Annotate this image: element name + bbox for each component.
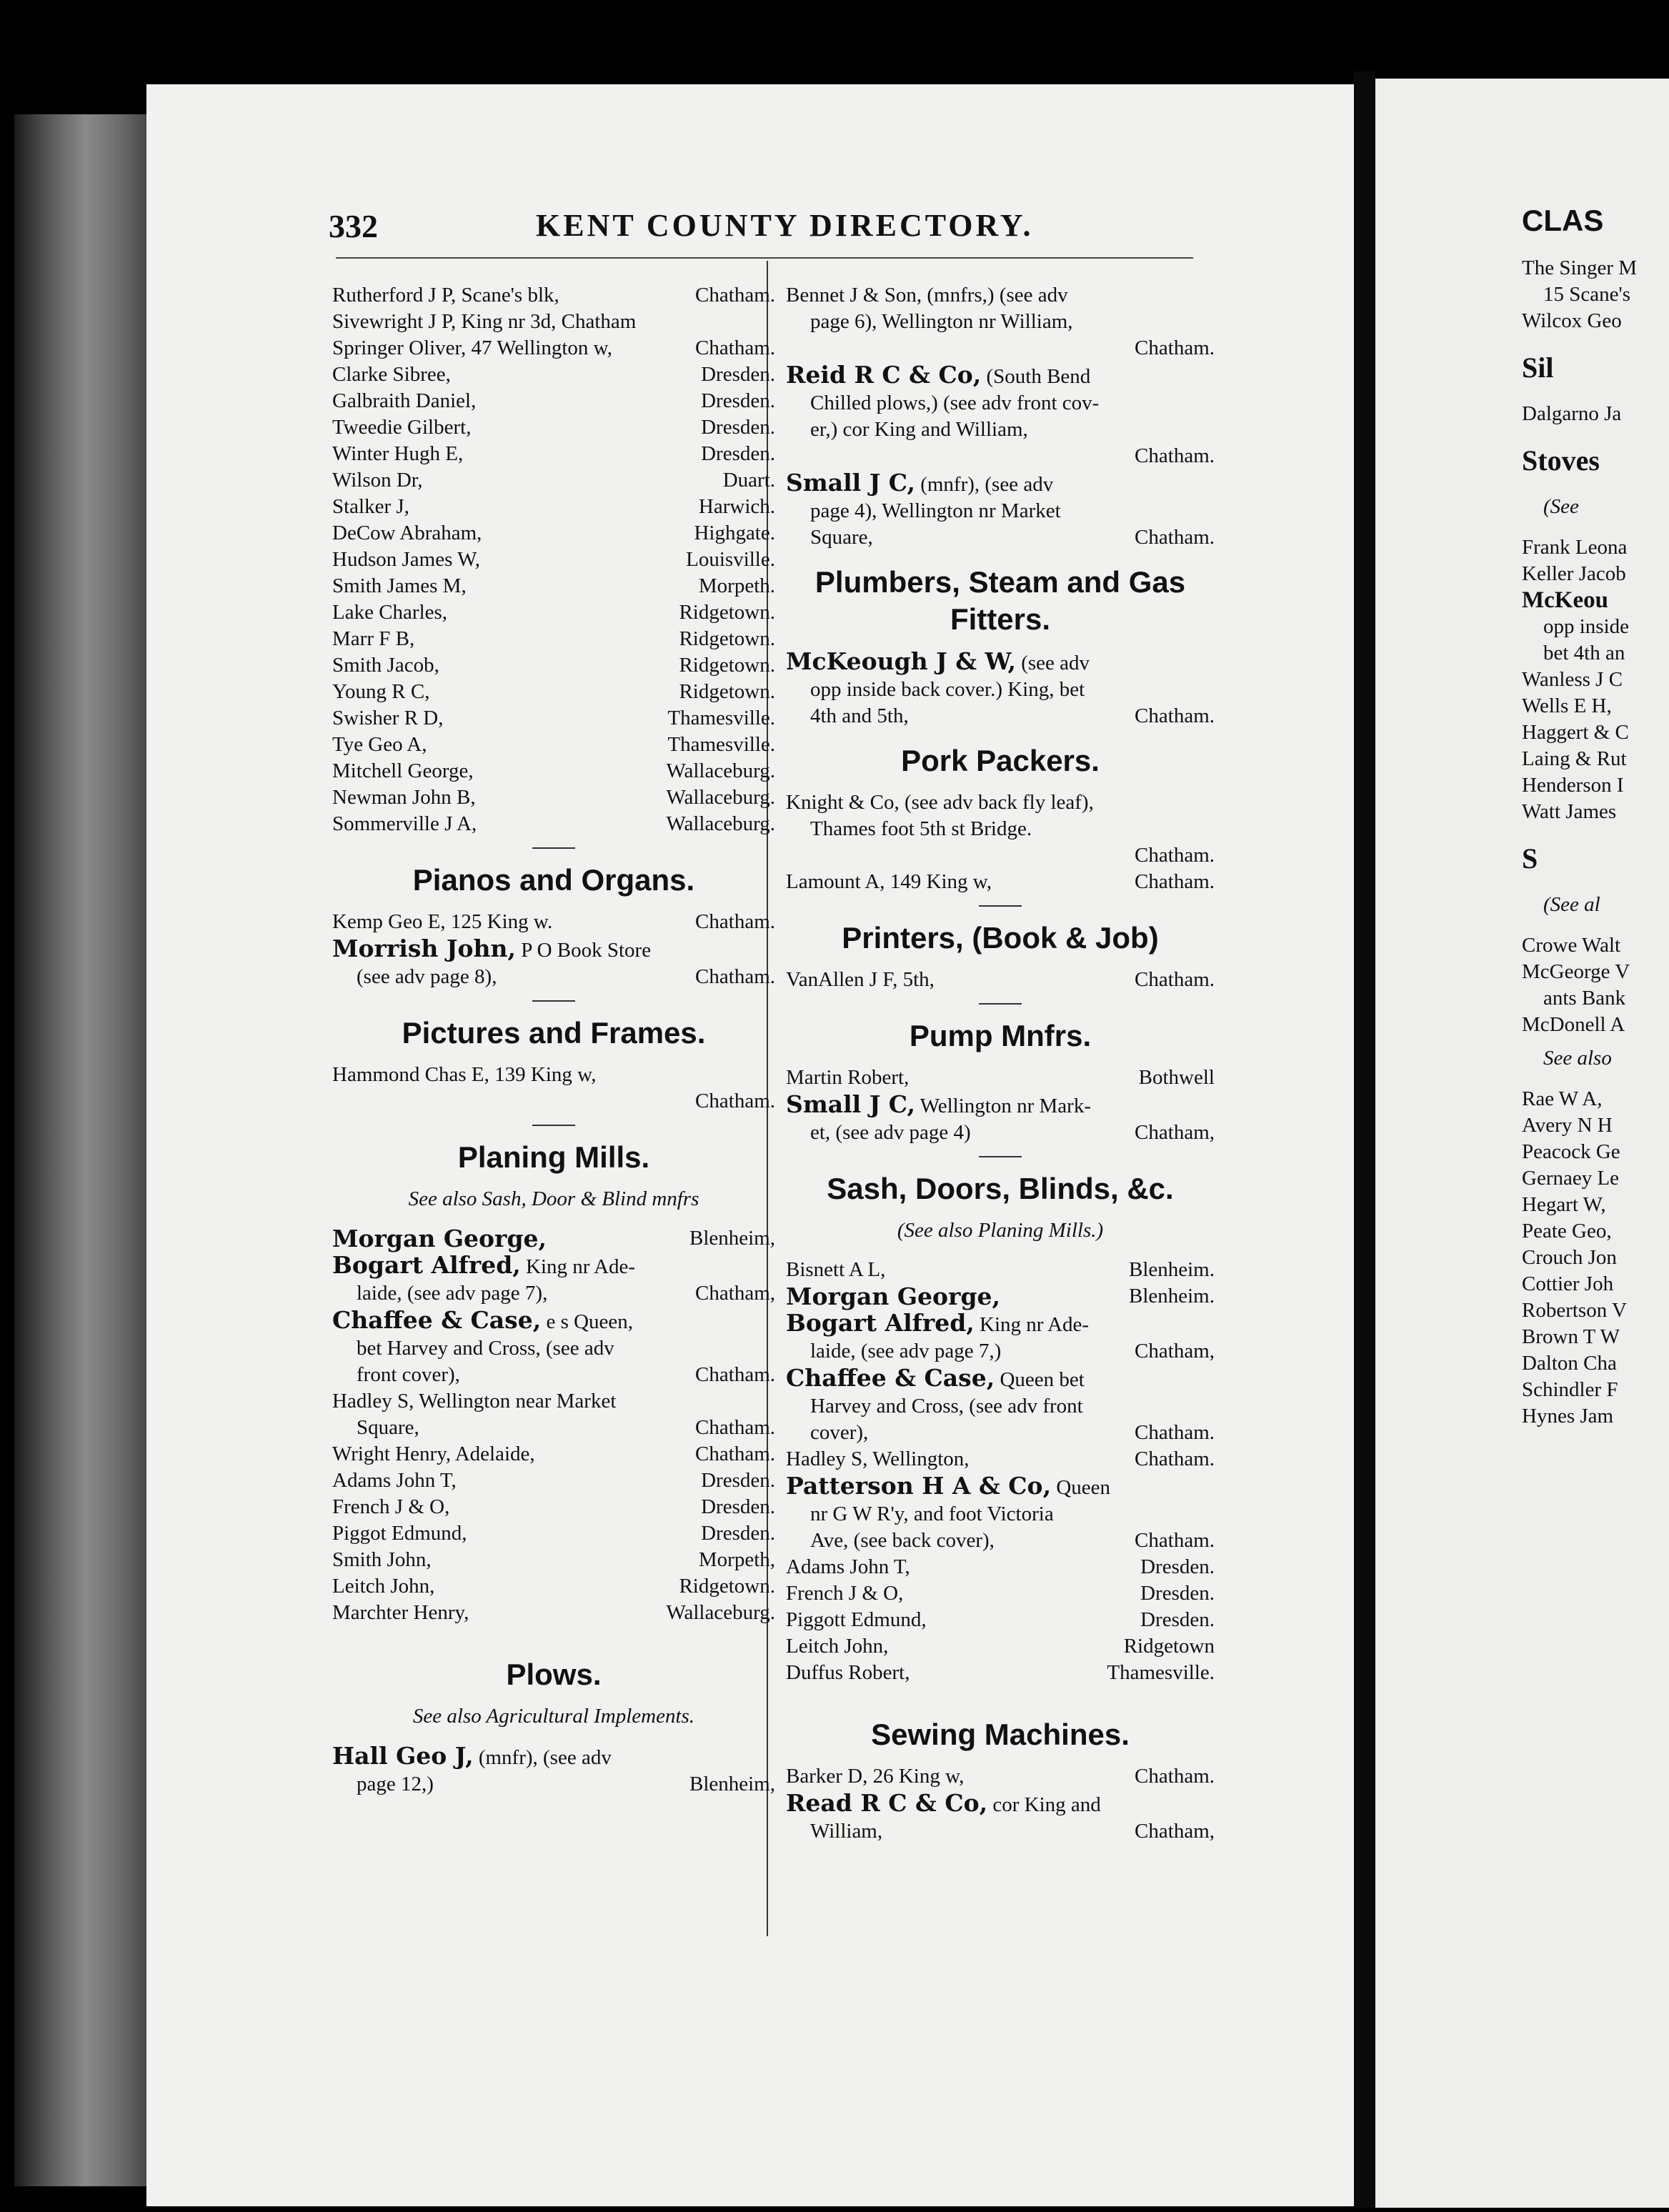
list-item-cont <box>786 1528 1215 1554</box>
entry-detail: Square, <box>810 526 873 549</box>
list-item <box>332 935 775 964</box>
facing-line: (See <box>1543 495 1579 518</box>
list-item <box>332 705 775 732</box>
list-item <box>786 1790 1215 1818</box>
list-item-cont <box>786 703 1215 729</box>
see-also-note: See also Agricultural Implements. <box>412 1705 695 1728</box>
facing-line: Brown T W <box>1522 1325 1620 1348</box>
bold-name: Morgan George, <box>786 1282 1000 1310</box>
entry-place: Thamesville. <box>667 707 775 729</box>
entry-detail: (mnfr), (see adv <box>920 473 1054 496</box>
facing-line: Peacock Ge <box>1522 1140 1620 1163</box>
entry-place: Chatham. <box>695 965 775 988</box>
entry-place: Chatham. <box>1135 870 1215 893</box>
entry-place: Ridgetown <box>1123 1635 1215 1658</box>
entry-name: Wright Henry, Adelaide, <box>332 1443 535 1465</box>
entry-name: Wilson Dr, <box>332 469 423 492</box>
entry-name: French J & O, <box>786 1582 904 1605</box>
entry-name: Galbraith Daniel, <box>332 389 477 412</box>
list-item-cont: opp inside back cover.) King, bet <box>810 678 1085 701</box>
list-item <box>332 282 775 309</box>
entry-name: Winter Hugh E, <box>332 442 464 465</box>
entry-place: Dresden. <box>1140 1608 1215 1631</box>
entry-place: Chatham. <box>1135 1421 1215 1444</box>
entry-place: Dresden. <box>701 442 775 465</box>
bold-name: Bogart Alfred, <box>786 1309 975 1337</box>
entry-place: Dresden. <box>701 363 775 386</box>
list-item-cont <box>786 443 1215 469</box>
list-item <box>332 758 775 784</box>
list-item <box>332 1441 775 1468</box>
top-entries <box>332 282 775 837</box>
entry-name: Newman John B, <box>332 786 476 809</box>
list-item-cont <box>332 1280 775 1307</box>
entry-detail: laide, (see adv page 7,) <box>810 1340 1002 1362</box>
entry-place: Blenheim, <box>689 1227 775 1250</box>
heading-planing: Planing Mills. <box>457 1140 650 1174</box>
list-item <box>786 1660 1215 1686</box>
list-item-cont <box>332 1362 775 1388</box>
facing-line: Dalgarno Ja <box>1522 402 1622 425</box>
list-item-cont: nr G W R'y, and foot Victoria <box>810 1503 1054 1525</box>
facing-line: Haggert & C <box>1522 721 1629 744</box>
entry-name: Lake Charles, <box>332 601 448 624</box>
entry-name: Leitch John, <box>786 1635 889 1658</box>
bold-name: Chaffee & Case, <box>332 1306 542 1334</box>
facing-line: Wilcox Geo <box>1522 309 1622 332</box>
entry-detail: cover), <box>810 1421 869 1444</box>
entry-detail: Square, <box>357 1416 419 1439</box>
heading-plows: Plows. <box>506 1658 602 1691</box>
list-item <box>786 967 1215 993</box>
sash-entries <box>786 1554 1215 1686</box>
heading-pianos: Pianos and Organs. <box>412 863 695 897</box>
entry-name: Hadley S, Wellington, <box>786 1448 970 1470</box>
entry-place: Dresden. <box>701 1469 775 1492</box>
list-item <box>332 599 775 626</box>
entry-name: Leitch John, <box>332 1575 435 1598</box>
facing-line: Dalton Cha <box>1522 1352 1617 1375</box>
list-item <box>786 1065 1215 1091</box>
entry-place: Blenheim. <box>1128 1285 1215 1307</box>
entry-place: Dresden. <box>701 1522 775 1545</box>
facing-line: See also <box>1543 1047 1612 1070</box>
separator <box>979 1003 1022 1005</box>
facing-line: Rae W A, <box>1522 1087 1603 1110</box>
facing-line: Sil <box>1522 352 1554 384</box>
list-item <box>332 652 775 679</box>
entry-place: Harwich. <box>698 495 775 518</box>
entry-name: Sivewright J P, King nr 3d, Chatham <box>332 310 637 333</box>
entry-place: Chatham. <box>695 910 775 933</box>
facing-line: Crowe Walt <box>1522 934 1621 957</box>
list-item <box>786 469 1215 498</box>
see-also-note: See also Sash, Door & Blind mnfrs <box>408 1187 699 1210</box>
entry-name: Hudson James W, <box>332 548 481 571</box>
list-item: Hadley S, Wellington near Market <box>332 1390 617 1413</box>
list-item <box>786 1365 1215 1393</box>
entry-detail: (mnfr), (see adv <box>478 1746 612 1769</box>
facing-line: Cottier Joh <box>1522 1272 1614 1295</box>
entry-name: Smith James M, <box>332 574 467 597</box>
entry-detail: page 12,) <box>357 1773 434 1795</box>
list-item <box>786 1310 1215 1338</box>
entry-place: Wallaceburg. <box>666 812 775 835</box>
entry-place: Chatham. <box>1135 1448 1215 1470</box>
entry-place: Dresden. <box>1140 1582 1215 1605</box>
entry-place: Chatham. <box>695 284 775 307</box>
bold-name: Hall Geo J, <box>332 1742 474 1770</box>
list-item <box>332 1252 775 1280</box>
list-item <box>786 1446 1215 1473</box>
entry-place: Chatham, <box>1135 1340 1215 1362</box>
planing-entries <box>332 1441 775 1626</box>
entry-place: Chatham. <box>695 1090 775 1112</box>
facing-line: Peate Geo, <box>1522 1220 1612 1242</box>
entry-detail: Queen <box>1056 1476 1110 1499</box>
facing-line: Hynes Jam <box>1522 1405 1614 1428</box>
entry-place: Chatham, <box>1135 1121 1215 1144</box>
entry-place: Wallaceburg. <box>666 759 775 782</box>
facing-line: McDonell A <box>1522 1013 1625 1036</box>
list-item <box>332 309 775 335</box>
list-item <box>332 335 775 362</box>
entry-name: Martin Robert, <box>786 1066 910 1089</box>
entry-place: Wallaceburg. <box>666 786 775 809</box>
separator <box>532 1000 575 1002</box>
list-item-cont <box>332 1415 775 1441</box>
entry-place: Chatham. <box>1135 1529 1215 1552</box>
entry-name: Smith John, <box>332 1548 432 1571</box>
list-item <box>332 784 775 811</box>
entry-detail: front cover), <box>357 1363 460 1386</box>
entry-detail: Wellington nr Mark- <box>920 1095 1091 1117</box>
entry-place: Chatham. <box>695 337 775 359</box>
list-item <box>786 869 1215 895</box>
facing-line: Wanless J C <box>1522 668 1623 691</box>
list-item <box>332 1468 775 1494</box>
entry-place: Ridgetown. <box>679 680 775 703</box>
list-item <box>332 1520 775 1547</box>
entry-place: Ridgetown. <box>679 627 775 650</box>
entry-name: Springer Oliver, 47 Wellington w, <box>332 337 612 359</box>
list-item <box>786 1091 1215 1120</box>
facing-line: 15 Scane's <box>1543 283 1631 306</box>
facing-line: Watt James <box>1522 800 1617 823</box>
list-item <box>332 1494 775 1520</box>
entry-name: Barker D, 26 King w, <box>786 1765 965 1788</box>
facing-page-column <box>1522 207 1669 1430</box>
entry-place: Blenheim. <box>1128 1258 1215 1281</box>
entry-place: Ridgetown. <box>679 601 775 624</box>
entry-place: Thamesville. <box>1107 1661 1215 1684</box>
entry-detail: Queen bet <box>1000 1368 1085 1391</box>
entry-name: Hammond Chas E, 139 King w, <box>332 1063 597 1086</box>
bold-name: McKeough J & W, <box>786 647 1016 675</box>
entry-detail: (South Bend <box>986 365 1091 388</box>
heading-sash: Sash, Doors, Blinds, &c. <box>827 1172 1174 1205</box>
facing-line: Henderson I <box>1522 774 1624 797</box>
entry-name: Tweedie Gilbert, <box>332 416 472 439</box>
bold-name: Bogart Alfred, <box>332 1251 521 1279</box>
list-item <box>332 1743 775 1771</box>
list-item <box>786 1257 1215 1283</box>
list-item <box>332 626 775 652</box>
list-item <box>786 1554 1215 1580</box>
entry-detail: William, <box>810 1820 883 1843</box>
entry-place: Duart. <box>722 469 775 492</box>
list-item <box>332 547 775 573</box>
facing-line: McGeorge V <box>1522 960 1630 983</box>
entry-place: Dresden. <box>701 416 775 439</box>
list-item-cont: Thames foot 5th st Bridge. <box>810 817 1032 840</box>
facing-line: Robertson V <box>1522 1299 1627 1322</box>
list-item <box>332 441 775 467</box>
list-item <box>332 520 775 547</box>
facing-line: (See al <box>1543 893 1600 916</box>
list-item <box>332 1225 775 1252</box>
list-item <box>786 648 1215 677</box>
list-item <box>332 362 775 388</box>
list-item <box>332 388 775 414</box>
entry-name: Tye Geo A, <box>332 733 427 756</box>
entry-place: Morpeth. <box>698 574 775 597</box>
entry-name: Sommerville J A, <box>332 812 477 835</box>
header-rule <box>336 257 1193 259</box>
heading-pump: Pump Mnfrs. <box>909 1019 1092 1052</box>
entry-place: Bothwell <box>1138 1066 1215 1089</box>
entry-name: Smith Jacob, <box>332 654 439 677</box>
entry-name: Marchter Henry, <box>332 1601 469 1624</box>
entry-place: Morpeth, <box>698 1548 775 1571</box>
entry-detail: 4th and 5th, <box>810 704 909 727</box>
separator <box>979 1156 1022 1157</box>
entry-name: Marr F B, <box>332 627 415 650</box>
page-gutter <box>1354 71 1375 2208</box>
entry-name: Piggott Edmund, <box>786 1608 927 1631</box>
entry-place: Thamesville. <box>667 733 775 756</box>
entry-name: Stalker J, <box>332 495 409 518</box>
list-item <box>332 414 775 441</box>
facing-line: Gernaey Le <box>1522 1167 1620 1190</box>
list-item <box>332 732 775 758</box>
separator <box>532 847 575 849</box>
entry-place: Dresden. <box>1140 1555 1215 1578</box>
entry-place: Chatham. <box>1135 1765 1215 1788</box>
bold-name: Chaffee & Case, <box>786 1364 995 1392</box>
facing-line: Schindler F <box>1522 1378 1618 1401</box>
list-item <box>786 1580 1215 1607</box>
page-header <box>329 207 1243 250</box>
heading-printers: Printers, (Book & Job) <box>842 921 1159 955</box>
facing-line: McKeou <box>1522 587 1608 613</box>
entry-place: Chatham. <box>1135 704 1215 727</box>
list-item: Bennet J & Son, (mnfrs,) (see adv <box>786 284 1068 307</box>
list-item <box>332 494 775 520</box>
entry-name: Mitchell George, <box>332 759 474 782</box>
entry-place: Chatham. <box>1135 337 1215 359</box>
separator <box>532 1125 575 1126</box>
list-item <box>332 1600 775 1626</box>
entry-place: Wallaceburg. <box>666 1601 775 1624</box>
book-spine <box>14 114 157 2186</box>
facing-line: Laing & Rut <box>1522 747 1627 770</box>
list-item-cont <box>332 964 775 990</box>
list-item <box>332 811 775 837</box>
entry-detail: e s Queen, <box>546 1310 634 1333</box>
list-item-cont <box>332 1771 775 1798</box>
facing-line: Avery N H <box>1522 1114 1613 1137</box>
bold-name: Patterson H A & Co, <box>786 1472 1052 1500</box>
entry-name: Adams John T, <box>786 1555 910 1578</box>
list-item <box>332 679 775 705</box>
list-item-cont: page 6), Wellington nr William, <box>810 310 1073 333</box>
list-item-cont <box>786 1420 1215 1446</box>
facing-line: ants Bank <box>1543 987 1626 1010</box>
facing-line: opp inside <box>1543 615 1630 638</box>
entry-place: Highgate. <box>694 522 775 544</box>
entry-place: Ridgetown. <box>679 654 775 677</box>
list-item <box>332 573 775 599</box>
entry-place: Chatham. <box>1135 844 1215 867</box>
list-item-cont <box>786 1338 1215 1365</box>
entry-name: Piggot Edmund, <box>332 1522 467 1545</box>
entry-detail: Ave, (see back cover), <box>810 1529 995 1552</box>
entry-detail: cor King and <box>992 1793 1101 1816</box>
list-item: Knight & Co, (see adv back fly leaf), <box>786 791 1094 814</box>
list-item <box>786 1763 1215 1790</box>
facing-line: bet 4th an <box>1543 642 1625 664</box>
entry-detail: King nr Ade- <box>526 1255 636 1278</box>
list-item-cont <box>786 842 1215 869</box>
entry-place: Dresden. <box>701 1495 775 1518</box>
entry-name: VanAllen J F, 5th, <box>786 968 935 991</box>
entry-detail: King nr Ade- <box>980 1313 1090 1336</box>
facing-header: CLAS <box>1522 207 1604 237</box>
list-item-cont: Harvey and Cross, (see adv front <box>810 1395 1083 1418</box>
entry-place: Chatham. <box>695 1443 775 1465</box>
list-item-cont <box>786 1120 1215 1146</box>
list-item <box>332 1062 775 1088</box>
entry-place: Ridgetown. <box>679 1575 775 1598</box>
entry-name: Kemp Geo E, 125 King w. <box>332 910 553 933</box>
list-item <box>786 1283 1215 1310</box>
page-number: 332 <box>329 208 378 244</box>
entry-detail: (see adv page 8), <box>357 965 497 988</box>
entry-place: Chatham, <box>695 1282 775 1305</box>
list-item-cont: page 4), Wellington nr Market <box>810 499 1061 522</box>
entry-name: Bisnett A L, <box>786 1258 886 1281</box>
list-item <box>786 1633 1215 1660</box>
list-item <box>332 467 775 494</box>
entry-name: Duffus Robert, <box>786 1661 910 1684</box>
list-item-cont <box>786 1818 1215 1845</box>
entry-name: Adams John T, <box>332 1469 457 1492</box>
list-item <box>332 1547 775 1573</box>
separator <box>979 905 1022 907</box>
list-item <box>332 1573 775 1600</box>
facing-line: Keller Jacob <box>1522 562 1626 585</box>
list-item-cont: bet Harvey and Cross, (see adv <box>357 1337 614 1360</box>
bold-name: Read R C & Co, <box>786 1789 988 1817</box>
facing-line: Crouch Jon <box>1522 1246 1617 1269</box>
entry-detail: et, (see adv page 4) <box>810 1121 971 1144</box>
see-also-note: (See also Planing Mills.) <box>897 1219 1104 1242</box>
entry-place: Chatham. <box>1135 968 1215 991</box>
facing-line: The Singer M <box>1522 256 1638 279</box>
list-item-cont: Chilled plows,) (see adv front cov- <box>810 392 1100 414</box>
facing-line: S <box>1522 842 1538 875</box>
bold-name: Morgan George, <box>332 1225 547 1252</box>
facing-line: Hegart W, <box>1522 1193 1606 1216</box>
list-item-cont <box>332 1088 775 1115</box>
entry-name: Young R C, <box>332 680 430 703</box>
heading-sewing: Sewing Machines. <box>871 1718 1130 1751</box>
entry-place: Chatham. <box>695 1416 775 1439</box>
heading-pork: Pork Packers. <box>901 744 1100 777</box>
entry-name: Lamount A, 149 King w, <box>786 870 992 893</box>
running-title: KENT COUNTY DIRECTORY. <box>536 208 1034 243</box>
bold-name: Small J C, <box>786 469 915 497</box>
bold-name: Morrish John, <box>332 935 517 962</box>
list-item-cont <box>786 524 1215 551</box>
entry-place: Blenheim, <box>689 1773 775 1795</box>
facing-line: Frank Leona <box>1522 536 1628 559</box>
heading-pictures: Pictures and Frames. <box>402 1016 706 1050</box>
entry-detail: (see adv <box>1021 652 1090 674</box>
entry-detail: laide, (see adv page 7), <box>357 1282 548 1305</box>
entry-detail: P O Book Store <box>521 939 652 962</box>
entry-place: Chatham. <box>1135 526 1215 549</box>
middle-column <box>786 282 1215 1845</box>
facing-lines <box>1522 255 1669 1430</box>
list-item <box>786 1473 1215 1501</box>
list-item-cont: er,) cor King and William, <box>810 418 1028 441</box>
entry-name: Swisher R D, <box>332 707 444 729</box>
list-item <box>332 1307 775 1335</box>
left-column <box>332 282 775 1798</box>
list-item <box>786 362 1215 390</box>
bold-name: Reid R C & Co, <box>786 361 982 389</box>
list-item <box>786 1607 1215 1633</box>
facing-line: Stoves <box>1522 444 1600 477</box>
heading-plumbers: Plumbers, Steam and Gas Fitters. <box>814 565 1186 636</box>
list-item-cont <box>786 335 1215 362</box>
bold-name: Small J C, <box>786 1090 915 1118</box>
entry-place: Chatham. <box>695 1363 775 1386</box>
list-item <box>332 909 775 935</box>
entry-name: Rutherford J P, Scane's blk, <box>332 284 559 307</box>
entry-place: Chatham, <box>1135 1820 1215 1843</box>
facing-line: Wells E H, <box>1522 694 1612 717</box>
entry-place: Louisville. <box>686 548 775 571</box>
entry-place: Dresden. <box>701 389 775 412</box>
entry-name: DeCow Abraham, <box>332 522 482 544</box>
entry-name: Clarke Sibree, <box>332 363 451 386</box>
entry-place: Chatham. <box>1135 444 1215 467</box>
entry-name: French J & O, <box>332 1495 450 1518</box>
